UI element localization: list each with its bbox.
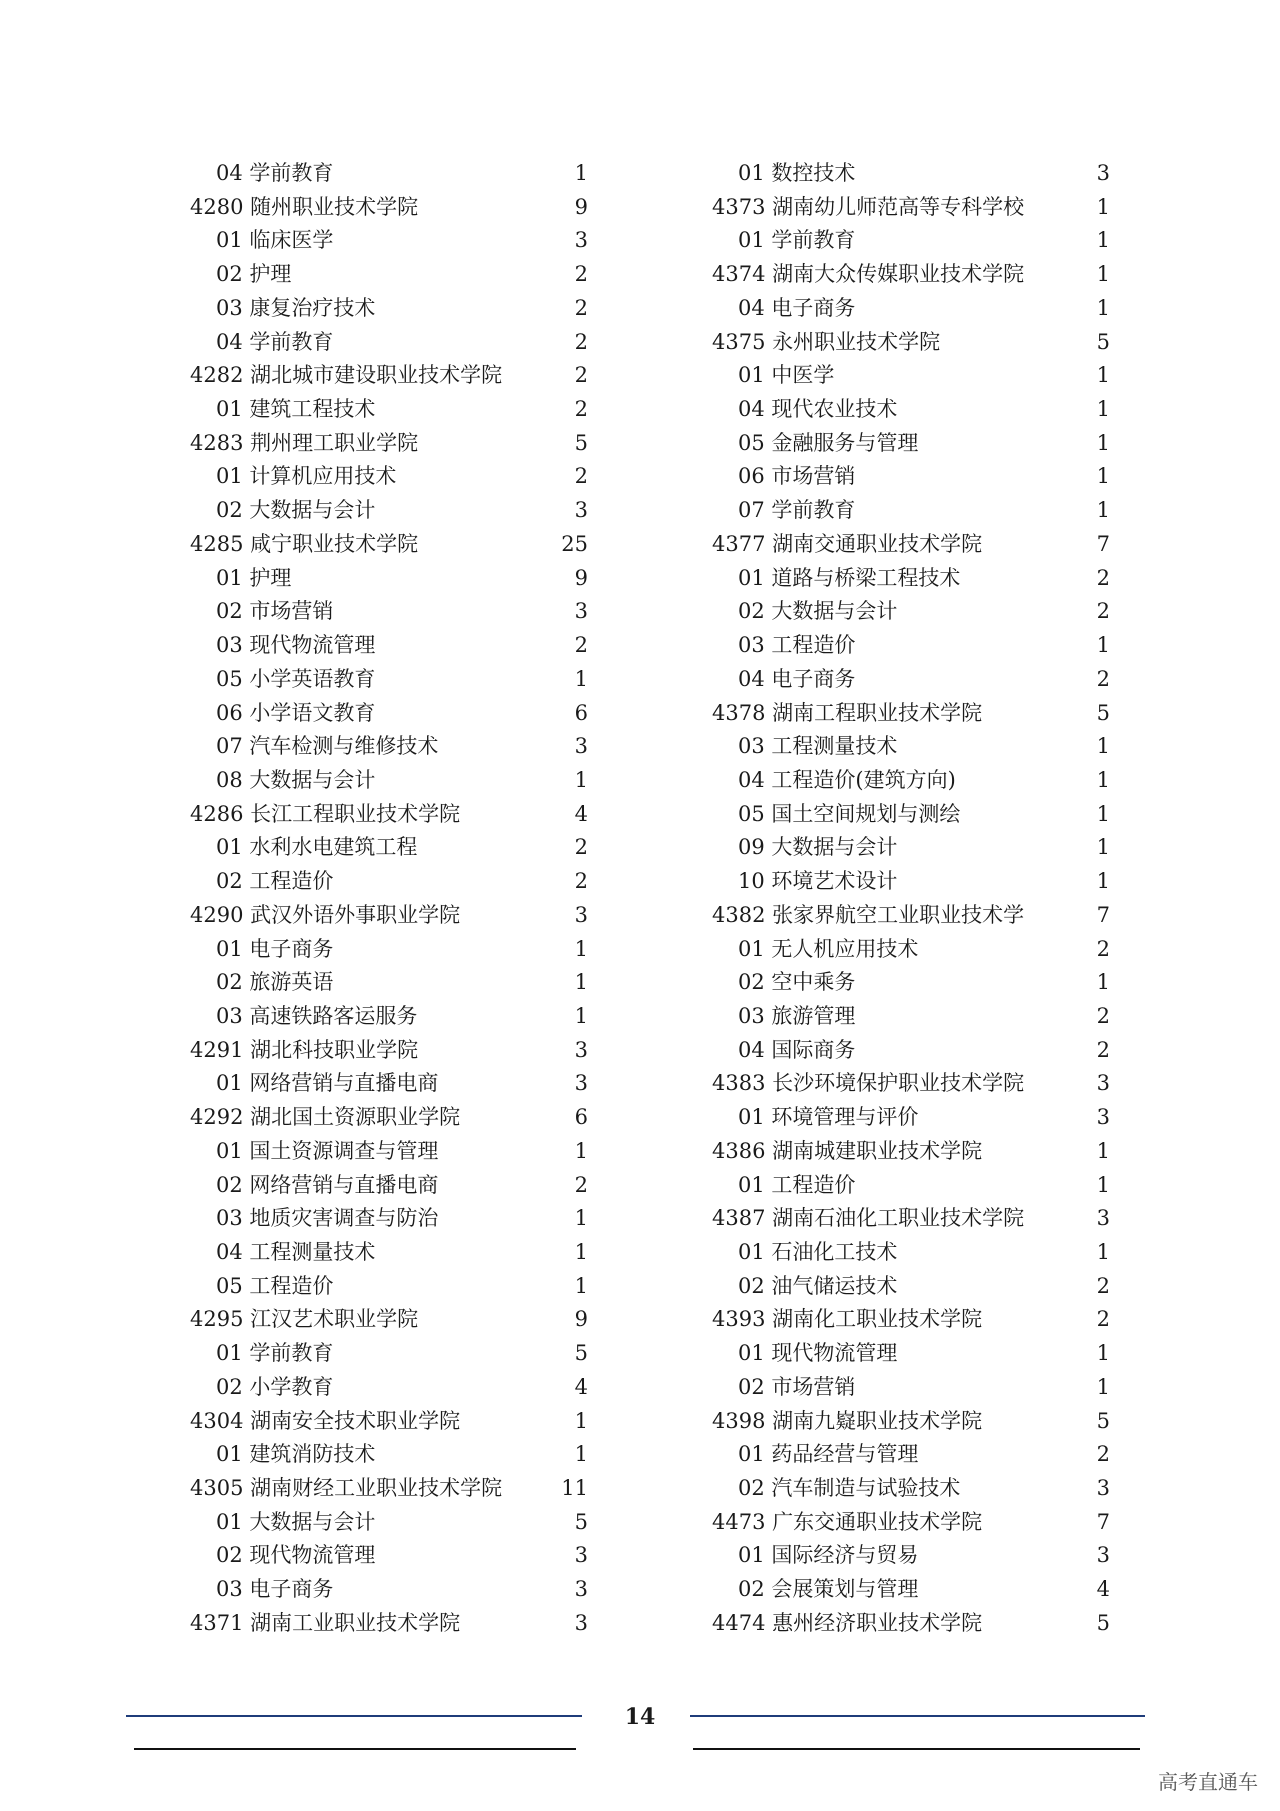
major-row xyxy=(712,1169,1110,1203)
school-name: 4280 随州职业技术学院 xyxy=(190,194,419,219)
major-name: 01 水利水电建筑工程 xyxy=(216,835,418,860)
school-name: 4371 湖南工业职业技术学院 xyxy=(190,1610,461,1635)
major-row xyxy=(190,1135,588,1169)
quota-count: 1 xyxy=(1096,767,1110,792)
quota-count: 1 xyxy=(1096,1172,1110,1197)
major-name: 02 护理 xyxy=(216,262,292,287)
major-row xyxy=(712,393,1110,427)
major-name: 07 汽车检测与维修技术 xyxy=(216,734,439,759)
quota-count: 1 xyxy=(574,666,588,691)
major-row xyxy=(190,326,588,360)
school-row xyxy=(190,1034,588,1068)
major-name: 01 计算机应用技术 xyxy=(216,464,397,489)
major-name: 01 无人机应用技术 xyxy=(738,936,919,961)
major-name: 01 环境管理与评价 xyxy=(738,1105,919,1130)
school-name: 4377 湖南交通职业技术学院 xyxy=(712,531,983,556)
major-row xyxy=(190,730,588,764)
quota-count: 2 xyxy=(574,363,588,388)
footer-rule-right-bottom xyxy=(693,1748,1140,1750)
quota-count: 1 xyxy=(574,1442,588,1467)
school-row xyxy=(190,1405,588,1439)
major-name: 02 市场营销 xyxy=(216,599,334,624)
quota-count: 2 xyxy=(574,633,588,658)
quota-count: 3 xyxy=(1096,1206,1110,1231)
major-name: 01 现代物流管理 xyxy=(738,1341,898,1366)
school-row xyxy=(712,1607,1110,1641)
major-row xyxy=(190,629,588,663)
major-row xyxy=(712,798,1110,832)
major-row xyxy=(190,663,588,697)
school-name: 4387 湖南石油化工职业技术学院 xyxy=(712,1206,1025,1231)
school-name: 4305 湖南财经工业职业技术学院 xyxy=(190,1476,503,1501)
major-name: 03 工程测量技术 xyxy=(738,734,898,759)
major-name: 05 工程造价 xyxy=(216,1273,334,1298)
quota-count: 1 xyxy=(574,767,588,792)
major-name: 02 网络营销与直播电商 xyxy=(216,1172,439,1197)
quota-count: 9 xyxy=(574,565,588,590)
school-row xyxy=(712,1135,1110,1169)
major-row xyxy=(712,966,1110,1000)
quota-count: 5 xyxy=(574,430,588,455)
quota-count: 7 xyxy=(1096,531,1110,556)
major-name: 05 小学英语教育 xyxy=(216,666,376,691)
major-row xyxy=(712,427,1110,461)
quota-count: 4 xyxy=(574,801,588,826)
major-name: 02 油气储运技术 xyxy=(738,1273,898,1298)
left-column xyxy=(190,157,588,1641)
major-name: 04 学前教育 xyxy=(216,161,334,185)
major-name: 01 国土资源调查与管理 xyxy=(216,1138,439,1163)
footer-rule-right-top xyxy=(690,1715,1145,1717)
major-name: 04 工程造价(建筑方向) xyxy=(738,767,956,792)
quota-count: 1 xyxy=(574,1138,588,1163)
major-name: 01 电子商务 xyxy=(216,936,334,961)
major-name: 01 网络营销与直播电商 xyxy=(216,1071,439,1096)
quota-count: 2 xyxy=(574,397,588,422)
major-row xyxy=(190,460,588,494)
school-name: 4474 惠州经济职业技术学院 xyxy=(712,1610,983,1635)
major-row xyxy=(190,764,588,798)
quota-count: 2 xyxy=(574,295,588,320)
major-row xyxy=(190,292,588,326)
quota-count: 3 xyxy=(574,734,588,759)
major-name: 07 学前教育 xyxy=(738,498,856,523)
quota-count: 2 xyxy=(574,835,588,860)
major-row xyxy=(712,629,1110,663)
major-row xyxy=(190,1371,588,1405)
watermark-text: 高考直通车 xyxy=(1158,1770,1258,1794)
major-row xyxy=(190,966,588,1000)
quota-count: 1 xyxy=(1096,1240,1110,1264)
major-name: 03 地质灾害调查与防治 xyxy=(216,1206,439,1231)
quota-count: 1 xyxy=(574,936,588,961)
major-name: 02 工程造价 xyxy=(216,869,334,894)
major-row xyxy=(190,1506,588,1540)
major-row xyxy=(190,562,588,596)
school-name: 4290 武汉外语外事职业学院 xyxy=(190,902,461,927)
quota-count: 2 xyxy=(574,262,588,287)
major-row xyxy=(190,831,588,865)
quota-count: 7 xyxy=(1096,1509,1110,1534)
major-name: 03 现代物流管理 xyxy=(216,633,376,658)
school-name: 4398 湖南九嶷职业技术学院 xyxy=(712,1408,983,1433)
school-row xyxy=(190,1101,588,1135)
major-row xyxy=(190,697,588,731)
quota-count: 9 xyxy=(574,194,588,219)
school-row xyxy=(712,1506,1110,1540)
quota-count: 1 xyxy=(1096,464,1110,489)
quota-count: 1 xyxy=(1096,194,1110,219)
major-row xyxy=(712,359,1110,393)
school-row xyxy=(712,899,1110,933)
quota-count: 1 xyxy=(1096,1138,1110,1163)
school-name: 4382 张家界航空工业职业技术学 xyxy=(712,902,1025,927)
quota-count: 3 xyxy=(1096,1071,1110,1096)
quota-count: 3 xyxy=(574,498,588,523)
quota-count: 3 xyxy=(574,1577,588,1602)
quota-count: 5 xyxy=(1096,700,1110,725)
school-name: 4285 咸宁职业技术学院 xyxy=(190,531,419,556)
quota-count: 1 xyxy=(1096,734,1110,759)
quota-count: 1 xyxy=(1096,498,1110,523)
quota-count: 7 xyxy=(1096,902,1110,927)
quota-count: 1 xyxy=(574,1003,588,1028)
quota-count: 1 xyxy=(1096,1341,1110,1366)
quota-count: 2 xyxy=(1096,599,1110,624)
major-name: 04 现代农业技术 xyxy=(738,397,898,422)
quota-count: 1 xyxy=(1096,363,1110,388)
major-row xyxy=(712,764,1110,798)
major-row xyxy=(712,494,1110,528)
major-row xyxy=(712,1371,1110,1405)
major-name: 03 电子商务 xyxy=(216,1577,334,1602)
major-row xyxy=(712,1539,1110,1573)
quota-count: 1 xyxy=(1096,295,1110,320)
major-name: 01 药品经营与管理 xyxy=(738,1442,919,1467)
quota-count: 3 xyxy=(574,1037,588,1062)
major-name: 01 建筑工程技术 xyxy=(216,397,376,422)
quota-count: 6 xyxy=(574,700,588,725)
major-name: 04 国际商务 xyxy=(738,1037,856,1062)
school-row xyxy=(190,359,588,393)
major-row xyxy=(712,1472,1110,1506)
major-name: 01 数控技术 xyxy=(738,161,856,185)
footer-rule-left-top xyxy=(126,1715,582,1717)
quota-count: 2 xyxy=(574,329,588,354)
quota-count: 1 xyxy=(574,970,588,995)
quota-count: 5 xyxy=(1096,1610,1110,1635)
major-name: 02 旅游英语 xyxy=(216,970,334,995)
quota-count: 2 xyxy=(574,869,588,894)
major-name: 02 市场营销 xyxy=(738,1374,856,1399)
school-row xyxy=(190,798,588,832)
major-row xyxy=(190,157,588,191)
major-row xyxy=(190,1337,588,1371)
major-name: 01 中医学 xyxy=(738,363,835,388)
major-row xyxy=(190,933,588,967)
school-name: 4292 湖北国土资源职业学院 xyxy=(190,1105,461,1130)
major-name: 01 道路与桥梁工程技术 xyxy=(738,565,961,590)
major-row xyxy=(712,1236,1110,1270)
quota-count: 9 xyxy=(574,1307,588,1332)
major-row xyxy=(190,393,588,427)
school-row xyxy=(712,1303,1110,1337)
quota-count: 5 xyxy=(574,1341,588,1366)
major-row xyxy=(712,1101,1110,1135)
quota-count: 1 xyxy=(574,1206,588,1231)
major-name: 02 大数据与会计 xyxy=(738,599,898,624)
quota-count: 1 xyxy=(1096,869,1110,894)
quota-count: 3 xyxy=(574,1610,588,1635)
quota-count: 1 xyxy=(1096,397,1110,422)
major-row xyxy=(712,157,1110,191)
quota-count: 1 xyxy=(1096,430,1110,455)
school-name: 4393 湖南化工职业技术学院 xyxy=(712,1307,983,1332)
school-row xyxy=(190,899,588,933)
school-row xyxy=(712,1202,1110,1236)
school-name: 4282 湖北城市建设职业技术学院 xyxy=(190,363,503,388)
quota-count: 1 xyxy=(1096,1374,1110,1399)
quota-count: 4 xyxy=(574,1374,588,1399)
major-name: 01 石油化工技术 xyxy=(738,1240,898,1264)
major-row xyxy=(190,1067,588,1101)
quota-count: 1 xyxy=(574,1240,588,1264)
major-name: 04 学前教育 xyxy=(216,329,334,354)
major-row xyxy=(190,1573,588,1607)
school-row xyxy=(712,326,1110,360)
major-name: 02 大数据与会计 xyxy=(216,498,376,523)
major-name: 04 工程测量技术 xyxy=(216,1240,376,1264)
major-name: 02 小学教育 xyxy=(216,1374,334,1399)
major-row xyxy=(190,1539,588,1573)
quota-count: 3 xyxy=(1096,1543,1110,1568)
major-row xyxy=(190,1202,588,1236)
major-name: 09 大数据与会计 xyxy=(738,835,898,860)
major-row xyxy=(190,1438,588,1472)
major-name: 01 学前教育 xyxy=(738,228,856,253)
major-name: 01 工程造价 xyxy=(738,1172,856,1197)
school-row xyxy=(712,191,1110,225)
major-name: 03 康复治疗技术 xyxy=(216,295,376,320)
school-name: 4295 江汉艺术职业学院 xyxy=(190,1307,419,1332)
quota-count: 2 xyxy=(1096,666,1110,691)
quota-count: 3 xyxy=(574,599,588,624)
school-name: 4373 湖南幼儿师范高等专科学校 xyxy=(712,194,1025,219)
page-number: 14 xyxy=(624,1704,656,1730)
major-name: 02 汽车制造与试验技术 xyxy=(738,1476,961,1501)
major-name: 01 学前教育 xyxy=(216,1341,334,1366)
major-name: 02 现代物流管理 xyxy=(216,1543,376,1568)
quota-count: 11 xyxy=(561,1476,588,1501)
quota-count: 25 xyxy=(561,531,588,556)
quota-count: 2 xyxy=(1096,565,1110,590)
major-row xyxy=(190,258,588,292)
school-name: 4283 荆州理工职业学院 xyxy=(190,430,419,455)
major-name: 01 护理 xyxy=(216,565,292,590)
major-row xyxy=(712,460,1110,494)
major-row xyxy=(712,1438,1110,1472)
major-name: 03 旅游管理 xyxy=(738,1003,856,1028)
school-row xyxy=(712,1067,1110,1101)
school-row xyxy=(190,1303,588,1337)
quota-count: 1 xyxy=(1096,970,1110,995)
school-name: 4304 湖南安全技术职业学院 xyxy=(190,1408,461,1433)
quota-count: 3 xyxy=(1096,1105,1110,1130)
major-name: 05 金融服务与管理 xyxy=(738,430,919,455)
major-name: 01 临床医学 xyxy=(216,228,334,253)
quota-count: 2 xyxy=(1096,1273,1110,1298)
school-row xyxy=(190,191,588,225)
school-row xyxy=(712,258,1110,292)
major-name: 06 市场营销 xyxy=(738,464,856,489)
major-row xyxy=(712,1000,1110,1034)
quota-count: 2 xyxy=(1096,1442,1110,1467)
school-row xyxy=(712,697,1110,731)
major-row xyxy=(712,1573,1110,1607)
major-name: 04 电子商务 xyxy=(738,295,856,320)
major-row xyxy=(712,562,1110,596)
major-name: 01 国际经济与贸易 xyxy=(738,1543,919,1568)
major-name: 01 建筑消防技术 xyxy=(216,1442,376,1467)
quota-count: 2 xyxy=(1096,936,1110,961)
quota-count: 2 xyxy=(1096,1307,1110,1332)
quota-count: 1 xyxy=(1096,262,1110,287)
school-name: 4473 广东交通职业技术学院 xyxy=(712,1509,983,1534)
right-column xyxy=(712,157,1110,1641)
quota-count: 3 xyxy=(574,1071,588,1096)
school-name: 4374 湖南大众传媒职业技术学院 xyxy=(712,262,1025,287)
major-row xyxy=(712,730,1110,764)
quota-count: 1 xyxy=(1096,228,1110,253)
school-row xyxy=(712,1405,1110,1439)
major-row xyxy=(712,865,1110,899)
major-row xyxy=(190,494,588,528)
school-name: 4375 永州职业技术学院 xyxy=(712,329,941,354)
school-name: 4383 长沙环境保护职业技术学院 xyxy=(712,1071,1025,1096)
major-row xyxy=(712,595,1110,629)
quota-count: 1 xyxy=(574,1273,588,1298)
major-row xyxy=(712,663,1110,697)
quota-count: 6 xyxy=(574,1105,588,1130)
quota-count: 2 xyxy=(574,464,588,489)
quota-count: 2 xyxy=(574,1172,588,1197)
school-row xyxy=(190,1472,588,1506)
major-row xyxy=(712,292,1110,326)
major-row xyxy=(712,1270,1110,1304)
quota-count: 1 xyxy=(574,161,588,185)
school-name: 4386 湖南城建职业技术学院 xyxy=(712,1138,983,1163)
quota-count: 3 xyxy=(1096,161,1110,185)
major-name: 08 大数据与会计 xyxy=(216,767,376,792)
school-row xyxy=(190,1607,588,1641)
major-row xyxy=(190,224,588,258)
major-row xyxy=(190,1000,588,1034)
quota-count: 3 xyxy=(1096,1476,1110,1501)
footer-rule-left-bottom xyxy=(134,1748,576,1750)
major-name: 05 国土空间规划与测绘 xyxy=(738,801,961,826)
quota-count: 3 xyxy=(574,1543,588,1568)
quota-count: 1 xyxy=(1096,801,1110,826)
major-row xyxy=(190,1236,588,1270)
quota-count: 1 xyxy=(1096,835,1110,860)
quota-count: 3 xyxy=(574,228,588,253)
major-row xyxy=(190,865,588,899)
quota-count: 2 xyxy=(1096,1037,1110,1062)
school-name: 4286 长江工程职业技术学院 xyxy=(190,801,461,826)
school-row xyxy=(190,528,588,562)
major-row xyxy=(190,1270,588,1304)
major-name: 01 大数据与会计 xyxy=(216,1509,376,1534)
quota-count: 5 xyxy=(1096,1408,1110,1433)
school-row xyxy=(712,528,1110,562)
major-name: 06 小学语文教育 xyxy=(216,700,376,725)
major-name: 02 空中乘务 xyxy=(738,970,856,995)
quota-count: 2 xyxy=(1096,1003,1110,1028)
school-name: 4291 湖北科技职业学院 xyxy=(190,1037,419,1062)
major-row xyxy=(190,1169,588,1203)
quota-count: 5 xyxy=(1096,329,1110,354)
school-name: 4378 湖南工程职业技术学院 xyxy=(712,700,983,725)
quota-count: 5 xyxy=(574,1509,588,1534)
major-row xyxy=(712,831,1110,865)
major-name: 04 电子商务 xyxy=(738,666,856,691)
quota-count: 3 xyxy=(574,902,588,927)
quota-count: 4 xyxy=(1096,1577,1110,1602)
quota-count: 1 xyxy=(1096,633,1110,658)
major-name: 03 工程造价 xyxy=(738,633,856,658)
major-name: 02 会展策划与管理 xyxy=(738,1577,919,1602)
major-row xyxy=(190,595,588,629)
school-row xyxy=(190,427,588,461)
major-row xyxy=(712,224,1110,258)
quota-count: 1 xyxy=(574,1408,588,1433)
major-row xyxy=(712,1034,1110,1068)
major-row xyxy=(712,933,1110,967)
major-name: 10 环境艺术设计 xyxy=(738,869,898,894)
major-name: 03 高速铁路客运服务 xyxy=(216,1003,418,1028)
major-row xyxy=(712,1337,1110,1371)
